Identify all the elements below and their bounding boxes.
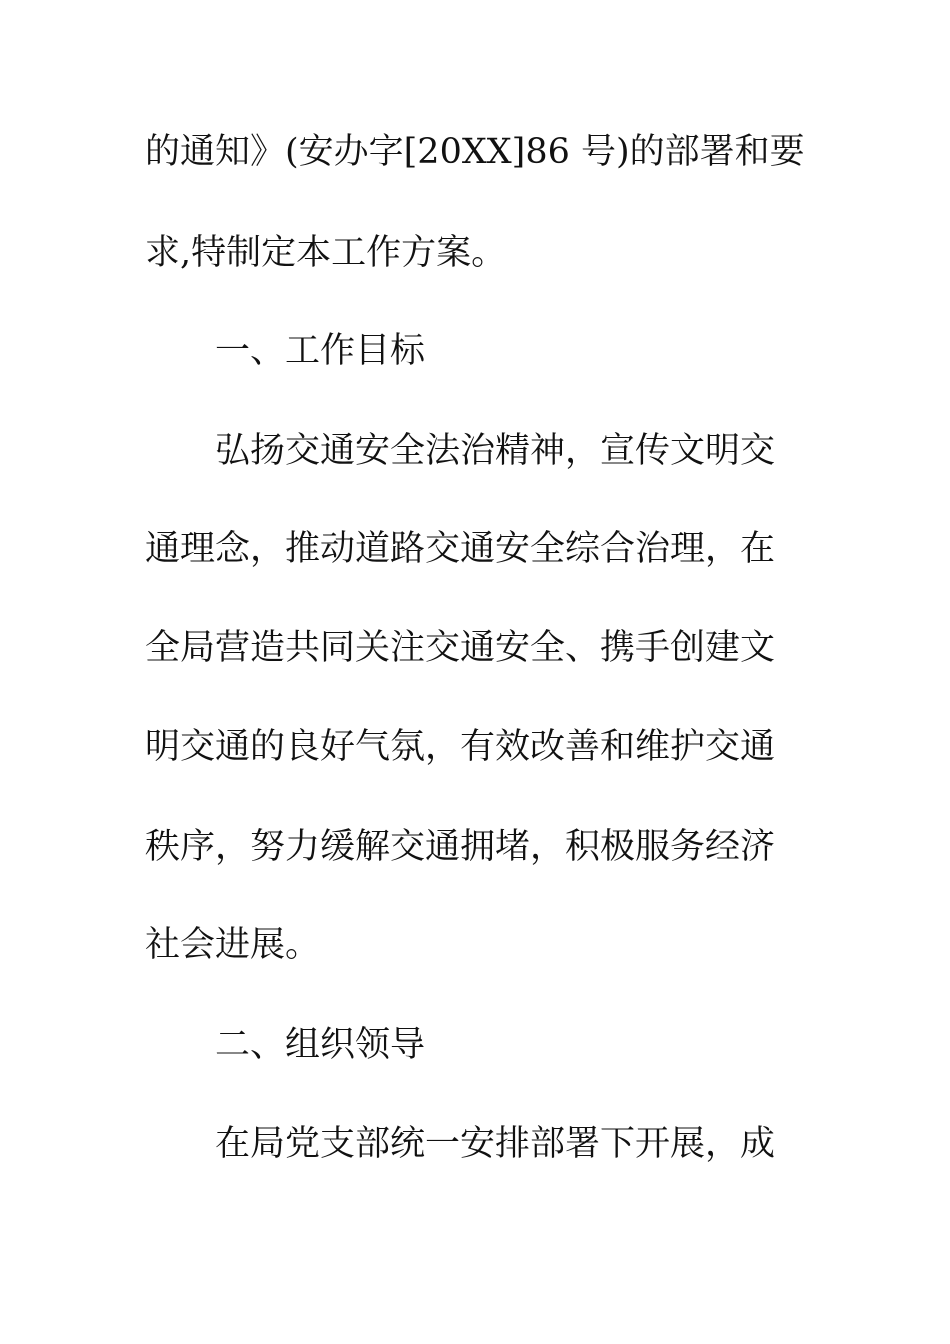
paragraph-line: 求,特制定本工作方案。 bbox=[145, 233, 507, 273]
paragraph-line: 在局党支部统一安排部署下开展，成 bbox=[215, 1124, 776, 1164]
paragraph-line: 秩序，努力缓解交通拥堵，积极服务经济 bbox=[145, 827, 776, 867]
paragraph-line: 明交通的良好气氛，有效改善和维护交通 bbox=[145, 727, 776, 767]
section-heading: 一、工作目标 bbox=[215, 331, 426, 371]
paragraph-line: 弘扬交通安全法治精神，宣传文明交 bbox=[215, 431, 776, 471]
paragraph-line: 通理念，推动道路交通安全综合治理，在 bbox=[145, 529, 776, 569]
paragraph-line: 社会进展。 bbox=[145, 925, 321, 965]
paragraph-line: 的通知》(安办字[20XX]86 号)的部署和要 bbox=[145, 132, 805, 172]
paragraph-line: 全局营造共同关注交通安全、携手创建文 bbox=[145, 628, 776, 668]
section-heading: 二、组织领导 bbox=[215, 1025, 426, 1065]
